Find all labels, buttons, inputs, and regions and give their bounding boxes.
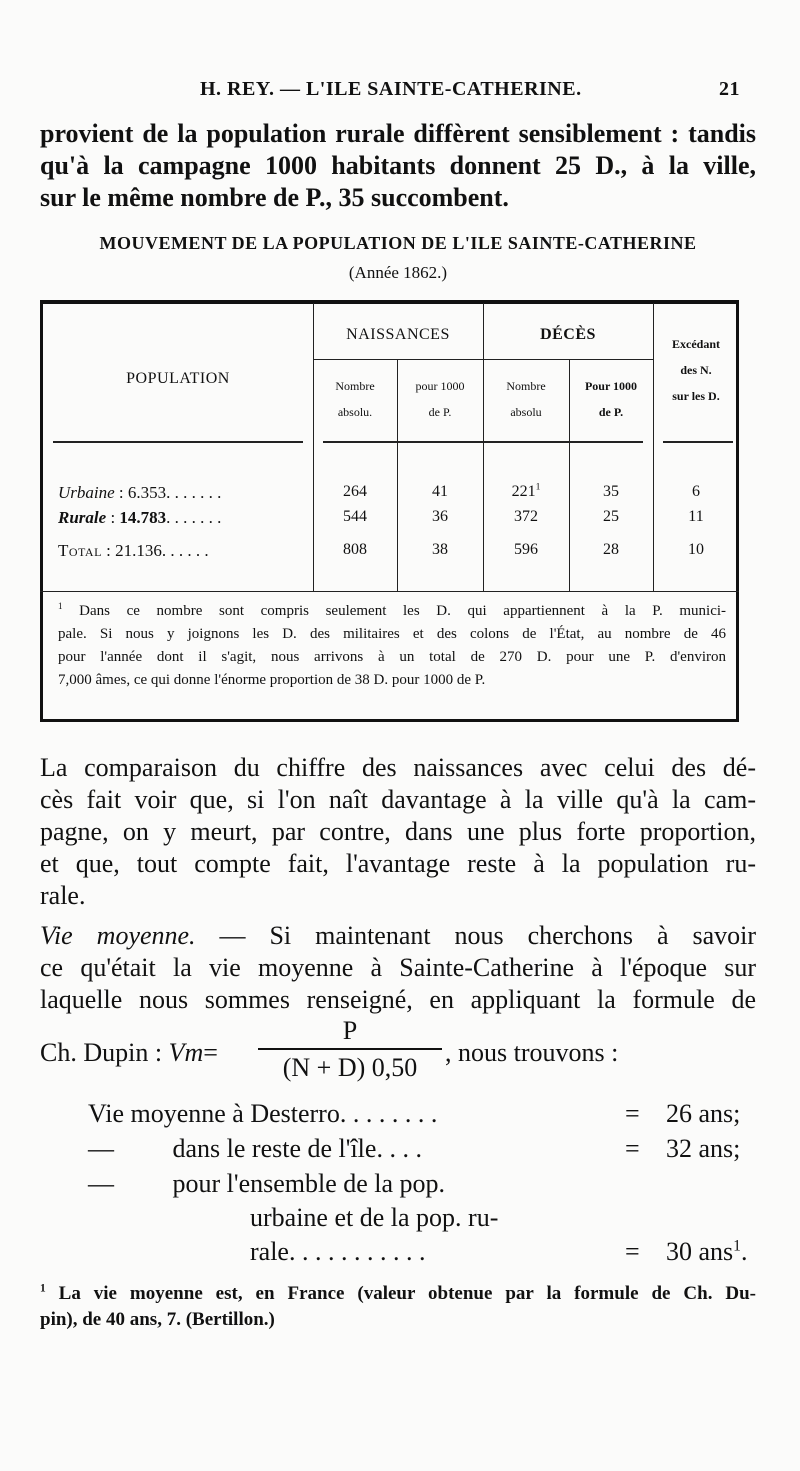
header-line: pour 1000 (415, 379, 465, 393)
table-footnote (58, 600, 726, 692)
formula-numerator: P (342, 1016, 358, 1045)
vie-moyenne-eq: = (625, 1099, 640, 1128)
text-line: provient de la population rurale diffèrent sensiblement : tandis (40, 119, 756, 148)
row-label-dots: . . . . . . (161, 541, 209, 560)
text-line: La comparaison du chiffre des naissances avec celui des dé- (40, 753, 756, 782)
header-bottom-rule (323, 441, 643, 443)
text-line (58, 600, 726, 623)
population-table (40, 300, 739, 722)
cell-d-1000: 25 (603, 508, 619, 525)
formula-line (40, 1016, 756, 1086)
header-bottom-rule (53, 441, 303, 443)
text-line: laquelle nous sommes renseigné, en appliquant la formule de (40, 985, 756, 1014)
vie-moyenne-text: Vie moyenne à Desterro. . . . . . . . (88, 1099, 438, 1128)
vie-moyenne-eq: = (625, 1134, 640, 1163)
row-label-value: 6.353 (127, 483, 167, 502)
text-line: sur le même nombre de P., 35 succombent. (40, 183, 509, 212)
row-label-value: 21.136 (115, 541, 162, 560)
formula-lead (40, 1038, 218, 1068)
vie-moyenne-text: — pour l'ensemble de la pop. (88, 1169, 446, 1198)
header-line: absolu. (337, 405, 373, 419)
cell-n-1000: 38 (432, 541, 448, 558)
row-label-dots: . . . . . . . (166, 483, 222, 502)
text-line: et que, tout compte fait, l'avantage reste à la population ru- (40, 849, 756, 878)
cell-d-abs: 596 (514, 541, 538, 558)
cell-n-abs: 264 (343, 483, 367, 500)
row-label-rurale: Rurale : 14.783. . . . . . . (58, 508, 222, 527)
paragraph-3 (40, 920, 756, 1016)
header-pour-1000-d (569, 373, 653, 425)
text-fragment: — Si maintenant nous cherchons à savoir (219, 921, 756, 950)
formula-variable: Vm (168, 1038, 204, 1067)
running-head-title: H. REY. — L'ILE SAINTE-CATHERINE. (200, 78, 582, 100)
vie-moyenne-result: 32 ans; (666, 1134, 741, 1163)
text-line: pour l'année dont il s'agit, nous arrivons à un total de 270 D. pour une P. d'environ (58, 649, 726, 665)
text-line: pale. Si nous y joignons les D. des militaires et des colons de l'État, au nombre de 46 (58, 626, 726, 642)
fraction-bar (258, 1048, 442, 1050)
header-excedant-line: sur les D. (672, 389, 720, 403)
text-line (40, 1281, 756, 1307)
text-line: cès fait voir que, si l'on naît davantage à la ville qu'à la cam- (40, 785, 756, 814)
header-line: de P. (428, 405, 452, 419)
cell-n-abs: 544 (343, 508, 367, 525)
page-number: 21 (719, 78, 740, 100)
footnote-ref: 1 (535, 481, 541, 493)
row-label-total: Total : 21.136. . . . . . (58, 541, 209, 560)
footnote-text: Dans ce nombre sont compris seulement les D. qui appartiennent à la P. munici- (79, 603, 727, 619)
vie-moyenne-result: 26 ans; (666, 1099, 741, 1128)
cell-excedant: 11 (688, 508, 704, 525)
header-line: Nombre (335, 379, 375, 393)
cell-n-1000: 36 (432, 508, 448, 525)
table-top-rule (40, 300, 739, 304)
cell-excedant: 10 (688, 541, 704, 558)
footnote-mark: 1 (58, 601, 63, 611)
header-line: de P. (598, 405, 624, 419)
footnote-text: La vie moyenne est, en France (valeur obtenue par la formule de Ch. Du- (58, 1283, 757, 1304)
text-line: pagne, on y meurt, par contre, dans une plus forte proportion, (40, 817, 756, 846)
header-excedant (653, 331, 739, 409)
header-bottom-rule (663, 441, 733, 443)
header-line: Nombre (506, 379, 546, 393)
row-label-dots: . . . . . . . (166, 508, 222, 527)
vie-moyenne-result: 30 ans$^1$. (666, 1237, 748, 1266)
text-line: rale. (40, 881, 86, 910)
header-excedant-line: des N. (680, 363, 712, 377)
cell-d-abs (496, 483, 556, 501)
header-excedant-line: Excédant (672, 337, 720, 351)
vie-moyenne-line (250, 1237, 748, 1267)
section-heading: Vie moyenne. (40, 921, 196, 950)
cell-d-abs: 372 (514, 508, 538, 525)
page-footnote (40, 1281, 756, 1333)
cell-d-abs-value: 221 (511, 483, 536, 500)
text-line: pin), de 40 ans, 7. (Bertillon.) (40, 1309, 275, 1330)
vie-moyenne-result-value: 30 ans (666, 1237, 734, 1266)
paragraph-2 (40, 752, 756, 912)
header-pour-1000-n (397, 373, 483, 425)
row-label-urbaine: Urbaine : 6.353. . . . . . . (58, 483, 222, 502)
footnote-ref: 1 (733, 1237, 741, 1255)
vie-moyenne-line (88, 1099, 741, 1129)
cell-d-1000: 28 (603, 541, 619, 558)
cell-excedant: 6 (692, 483, 700, 500)
row-label-value: 14.783 (119, 508, 167, 527)
text-line: 7,000 âmes, ce qui donne l'énorme proportion de 38 D. pour 1000 de P. (58, 672, 486, 688)
formula-trail: , nous trouvons : (445, 1038, 619, 1067)
header-line: absolu (510, 405, 542, 419)
formula-lead-text: Ch. Dupin : (40, 1038, 163, 1067)
table-body-bottom-rule (40, 591, 739, 592)
text-line: qu'à la campagne 1000 habitants donnent 25 D., à la ville, (40, 151, 756, 180)
cell-n-abs: 808 (343, 541, 367, 558)
cell-d-1000: 35 (603, 483, 619, 500)
header-deces: DÉCÈS (540, 326, 596, 343)
header-nombre-absolu-d (483, 373, 569, 425)
header-naissances: NAISSANCES (346, 326, 450, 343)
formula-denominator: (N + D) 0,50 (282, 1053, 418, 1082)
vie-moyenne-line (250, 1203, 498, 1233)
text-line: ce qu'était la vie moyenne à Sainte-Catherine à l'époque sur (40, 953, 756, 982)
formula-equals: = (203, 1038, 218, 1067)
footnote-mark: 1 (40, 1282, 46, 1295)
row-label-name: Total (58, 541, 102, 560)
paragraph-1 (40, 118, 756, 214)
vie-moyenne-text: rale. . . . . . . . . . . (250, 1237, 426, 1266)
vie-moyenne-line (88, 1134, 741, 1164)
table-subtitle: (Année 1862.) (348, 263, 448, 282)
header-sub-rule (313, 359, 653, 360)
header-population: POPULATION (126, 370, 230, 387)
vie-moyenne-text: urbaine et de la pop. ru- (250, 1203, 499, 1232)
formula-fraction (258, 1016, 442, 1084)
text-line (40, 920, 756, 952)
header-nombre-absolu-n (313, 373, 397, 425)
header-line: Pour 1000 (584, 379, 638, 393)
vie-moyenne-eq: = (625, 1237, 640, 1266)
row-label-name: Urbaine (58, 483, 115, 502)
vie-moyenne-line (88, 1169, 445, 1199)
row-label-name: Rurale (58, 508, 107, 527)
vie-moyenne-text: — dans le reste de l'île. . . . (88, 1134, 422, 1163)
table-title: MOUVEMENT DE LA POPULATION DE L'ILE SAINTE-CATHERINE (99, 233, 697, 253)
cell-n-1000: 41 (432, 483, 448, 500)
